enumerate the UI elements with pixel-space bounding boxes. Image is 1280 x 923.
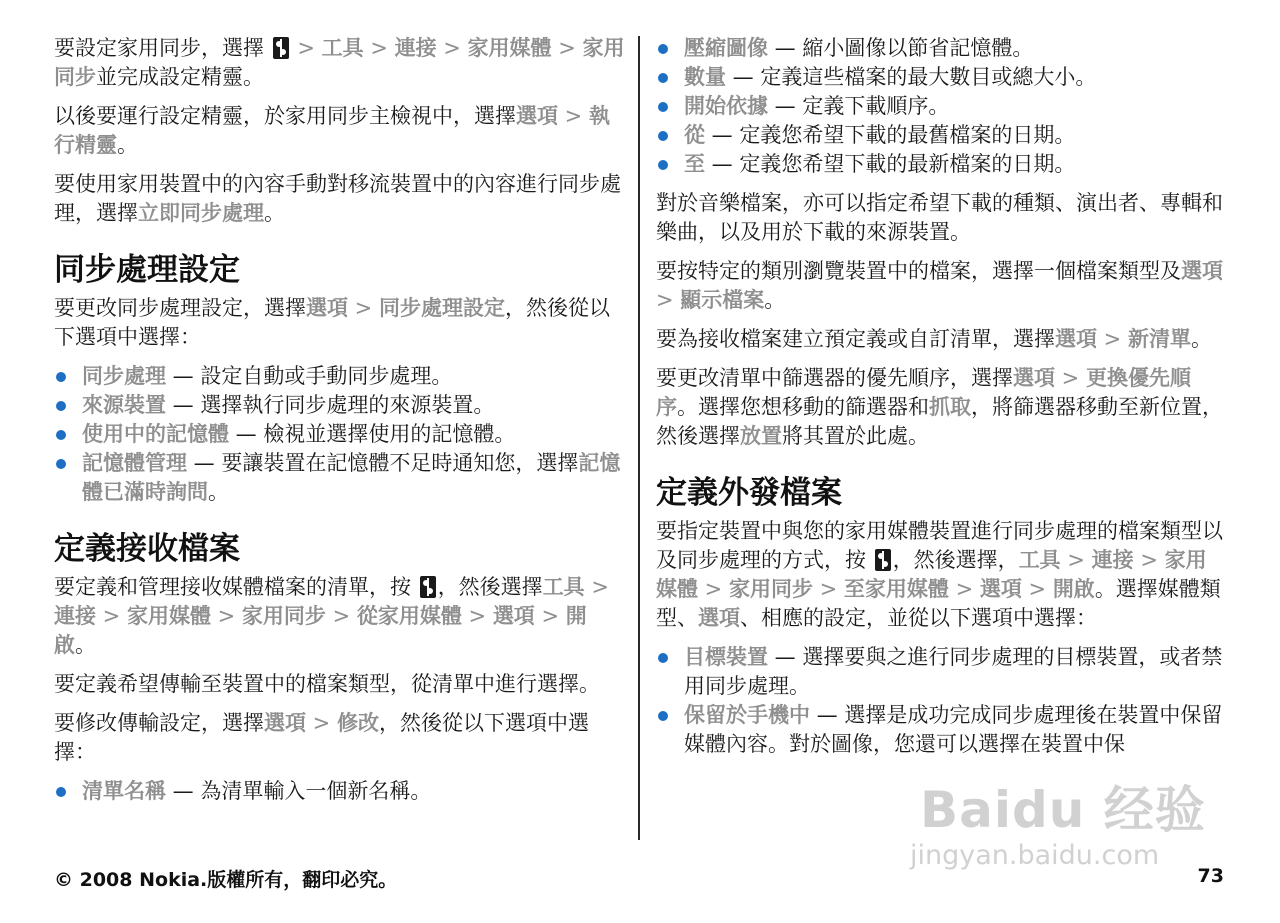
menu-path-separator: > bbox=[1055, 366, 1086, 390]
menu-path-term: 執行精靈 bbox=[54, 104, 610, 157]
menu-path-term: 選項 bbox=[264, 711, 306, 735]
menu-path-term: 開始依據 bbox=[684, 94, 768, 118]
menu-path-term: 至 bbox=[684, 152, 705, 176]
list-item: 開始依據 — 定義下載順序。 bbox=[656, 92, 1226, 121]
menu-path-term: 修改 bbox=[336, 711, 379, 735]
menu-path-term: 至家用媒體 bbox=[843, 577, 949, 601]
menu-path-term: 新清單 bbox=[1127, 327, 1191, 351]
menu-path-term: 記憶體已滿時詢問 bbox=[82, 451, 621, 504]
list-item: 同步處理 — 設定自動或手動同步處理。 bbox=[54, 362, 626, 391]
paragraph: 要定義希望傳輸至裝置中的檔案類型，從清單中進行選擇。 bbox=[54, 672, 600, 696]
list-item: 保留於手機中 — 選擇是成功完成同步處理後在裝置中保留媒體內容。對於圖像，您還可以選擇在裝置中保 bbox=[656, 701, 1226, 759]
menu-path-separator: > bbox=[436, 36, 468, 60]
list-item: 目標裝置 — 選擇要與之進行同步處理的目標裝置，或者禁用同步處理。 bbox=[656, 643, 1226, 701]
menu-path-term: 選項 bbox=[698, 606, 740, 630]
menu-path-term: 數量 bbox=[684, 65, 726, 89]
menu-path-term: 家用同步 bbox=[728, 577, 813, 601]
menu-path-separator: > bbox=[348, 296, 379, 320]
menu-path-term: 同步處理設定 bbox=[378, 296, 505, 320]
menu-path-separator: > bbox=[1060, 548, 1092, 572]
list-item: 來源裝置 — 選擇執行同步處理的來源裝置。 bbox=[54, 391, 626, 420]
paragraph: 以後要運行設定精靈，於家用同步主檢視中，選擇選項 > 執行精靈。 bbox=[54, 104, 610, 157]
copyright-notice: © 2008 Nokia.版權所有，翻印必究。 bbox=[54, 869, 398, 891]
menu-path-term: 壓縮圖像 bbox=[684, 36, 768, 60]
menu-key-icon bbox=[271, 36, 291, 60]
list-item: 至 — 定義您希望下載的最新檔案的日期。 bbox=[656, 150, 1226, 179]
menu-path-separator: > bbox=[96, 604, 127, 628]
bullet-list-transfer-options-continued bbox=[656, 34, 1226, 179]
menu-path-separator: > bbox=[1133, 548, 1165, 572]
menu-path-separator: > bbox=[534, 604, 566, 628]
section-heading-receive-files: 定義接收檔案 bbox=[54, 531, 240, 567]
bullet-list-outgoing-options bbox=[656, 643, 1226, 759]
menu-path-term: 開啟 bbox=[1052, 577, 1095, 601]
paragraph: 要使用家用裝置中的內容手動對移流裝置中的內容進行同步處理，選擇立即同步處理。 bbox=[54, 172, 621, 225]
paragraph: 要定義和管理接收媒體檔案的清單，按 ，然後選擇工具 > 連接 > 家用媒體 > 家用同步 > 從家用媒體 > 選項 > 開啟。 bbox=[54, 575, 609, 657]
section-heading-outgoing-files: 定義外發檔案 bbox=[656, 475, 842, 511]
menu-path-term: 選項 bbox=[1181, 259, 1223, 283]
bullet-list-transfer-options bbox=[54, 777, 626, 806]
right-column bbox=[656, 34, 1226, 769]
menu-key-icon bbox=[418, 575, 438, 599]
menu-path-term: 家用同步 bbox=[54, 36, 625, 89]
paragraph: 要為接收檔案建立預定義或自訂清單，選擇選項 > 新清單。 bbox=[656, 327, 1212, 351]
menu-path-term: 開啟 bbox=[54, 604, 587, 657]
list-item: 記憶體管理 — 要讓裝置在記憶體不足時通知您，選擇記憶體已滿時詢問。 bbox=[54, 449, 626, 507]
list-item: 壓縮圖像 — 縮小圖像以節省記憶體。 bbox=[656, 34, 1226, 63]
menu-path-separator: > bbox=[812, 577, 844, 601]
menu-path-term: 連接 bbox=[1091, 548, 1134, 572]
menu-path-term: 選項 bbox=[306, 296, 348, 320]
paragraph: 要設定家用同步，選擇 > 工具 > 連接 > 家用媒體 > 家用同步並完成設定精靈。 bbox=[54, 36, 625, 89]
menu-path-separator: > bbox=[656, 288, 681, 312]
menu-path-term: 連接 bbox=[54, 604, 96, 628]
menu-path-separator: > bbox=[306, 711, 337, 735]
menu-path-term: 從 bbox=[684, 123, 705, 147]
menu-path-term: 選項 bbox=[516, 104, 558, 128]
menu-path-term: 保留於手機中 bbox=[684, 703, 810, 727]
menu-path-term: 工具 bbox=[542, 575, 585, 599]
menu-path-term: 從家用媒體 bbox=[356, 604, 462, 628]
menu-path-separator: > bbox=[1097, 327, 1128, 351]
menu-path-term: 使用中的記憶體 bbox=[82, 422, 229, 446]
list-item: 從 — 定義您希望下載的最舊檔案的日期。 bbox=[656, 121, 1226, 150]
menu-path-separator: > bbox=[558, 104, 589, 128]
paragraph: 要指定裝置中與您的家用媒體裝置進行同步處理的檔案類型以及同步處理的方式，按 ，然後選擇，工具 > 連接 > 家用媒體 > 家用同步 > 至家用媒體 > 選項 > 開啟。選擇媒體類型、選項、相應的設定，並從以下選項中選擇： bbox=[656, 519, 1223, 630]
menu-path-term: 選項 bbox=[1055, 327, 1097, 351]
menu-path-term: 選項 bbox=[979, 577, 1022, 601]
page-number: 73 bbox=[1197, 865, 1224, 887]
menu-path-term: 工具 bbox=[1018, 548, 1061, 572]
menu-path-term: 顯示檔案 bbox=[680, 288, 765, 312]
list-item: 數量 — 定義這些檔案的最大數目或總大小。 bbox=[656, 63, 1226, 92]
menu-path-term: 抓取 bbox=[929, 395, 971, 419]
paragraph: 要按特定的類別瀏覽裝置中的檔案，選擇一個檔案類型及選項 > 顯示檔案。 bbox=[656, 259, 1223, 312]
menu-path-term: 放置 bbox=[740, 424, 782, 448]
menu-path-term: 連接 bbox=[394, 36, 437, 60]
paragraph: 要更改清單中篩選器的優先順序，選擇選項 > 更換優先順序。選擇您想移動的篩選器和抓取，將篩選器移動至新位置，然後選擇放置將其置於此處。 bbox=[656, 366, 1223, 448]
menu-path-term: 工具 bbox=[321, 36, 364, 60]
menu-path-term: 立即同步處理 bbox=[138, 201, 264, 225]
menu-path-separator: > bbox=[461, 604, 493, 628]
menu-path-separator: > bbox=[584, 575, 609, 599]
paragraph: 要更改同步處理設定，選擇選項 > 同步處理設定，然後從以下選項中選擇： bbox=[54, 296, 610, 349]
watermark-url: jingyan.baidu.com bbox=[910, 840, 1160, 871]
menu-path-term: 記憶體管理 bbox=[82, 451, 187, 475]
menu-path-term: 目標裝置 bbox=[684, 645, 768, 669]
menu-path-separator: > bbox=[698, 577, 729, 601]
section-heading-sync-settings: 同步處理設定 bbox=[54, 252, 240, 288]
menu-path-separator: > bbox=[948, 577, 980, 601]
menu-path-term: 家用媒體 bbox=[656, 548, 1207, 601]
list-item: 清單名稱 — 為清單輸入一個新名稱。 bbox=[54, 777, 626, 806]
list-item: 使用中的記憶體 — 檢視並選擇使用的記憶體。 bbox=[54, 420, 626, 449]
menu-path-term: 更換優先順序 bbox=[656, 366, 1191, 419]
menu-path-separator: > bbox=[1021, 577, 1053, 601]
menu-path-term: 來源裝置 bbox=[82, 393, 166, 417]
column-divider bbox=[638, 36, 640, 840]
left-column bbox=[54, 34, 626, 816]
menu-path-term: 選項 bbox=[492, 604, 535, 628]
menu-path-term: 同步處理 bbox=[82, 364, 166, 388]
watermark-brand: Baidu 经验 bbox=[920, 781, 1206, 839]
menu-path-separator: > bbox=[325, 604, 357, 628]
menu-path-separator: > bbox=[290, 36, 322, 60]
paragraph: 對於音樂檔案，亦可以指定希望下載的種類、演出者、專輯和樂曲，以及用於下載的來源裝置。 bbox=[656, 191, 1223, 244]
menu-key-icon bbox=[873, 548, 893, 572]
menu-path-separator: > bbox=[363, 36, 395, 60]
menu-path-separator: > bbox=[551, 36, 583, 60]
paragraph: 要修改傳輸設定，選擇選項 > 修改，然後從以下選項中選擇： bbox=[54, 711, 589, 764]
menu-path-term: 家用同步 bbox=[241, 604, 326, 628]
bullet-list-sync-options bbox=[54, 362, 626, 507]
watermark-logo bbox=[910, 770, 1210, 880]
menu-path-term: 家用媒體 bbox=[467, 36, 552, 60]
menu-path-separator: > bbox=[210, 604, 242, 628]
menu-path-term: 選項 bbox=[1013, 366, 1055, 390]
menu-path-term: 清單名稱 bbox=[82, 779, 166, 803]
menu-path-term: 家用媒體 bbox=[126, 604, 211, 628]
